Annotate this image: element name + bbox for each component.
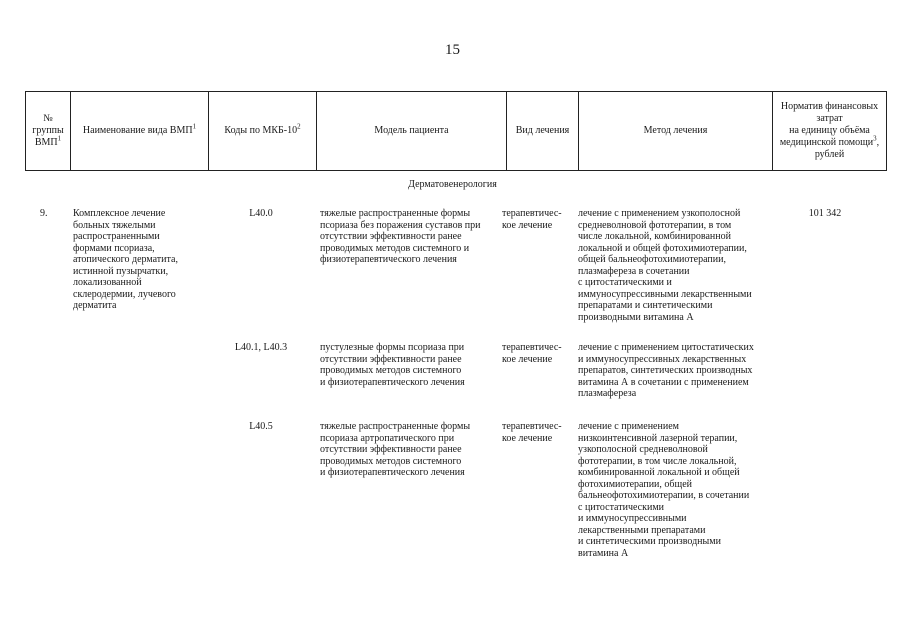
header-vmp-name-label: Наименование вида ВМП (82, 125, 193, 136)
header-icd-codes (209, 92, 317, 170)
header-treatment-type (507, 92, 579, 170)
footnote-mark: 1 (57, 134, 62, 143)
row-treatment-method: лечение с применением цитостатических и иммуносупрессивных лекарственных препаратов, синтетических производных витамина А в сочетании с применением плазмафереза (578, 342, 754, 399)
header-group-number-label: № группы ВМП (32, 113, 64, 148)
row-treatment-type: терапевтичес- кое лечение (502, 342, 562, 365)
footnote-mark: 1 (192, 122, 197, 131)
row-treatment-type: терапевтичес- кое лечение (502, 421, 562, 444)
page-number: 15 (445, 42, 460, 58)
row-patient-model: тяжелые распространенные формы псориаза без поражения суставов при отсутствии эффективности ранее проводимых методов системного и физиотерапевтического лечения (320, 208, 481, 265)
header-financial-norm (773, 92, 886, 170)
row-treatment-type: терапевтичес- кое лечение (502, 208, 562, 231)
group-financial-norm: 101 342 (808, 208, 842, 219)
header-icd-codes-label: Коды по МКБ-10 (224, 125, 298, 136)
row-patient-model: пустулезные формы псориаза при отсутствии эффективности ранее проводимых методов системного и физиотерапевтического лечения (320, 342, 465, 388)
table-header (25, 91, 887, 171)
footnote-mark: 2 (297, 122, 301, 131)
header-patient-model-label: Модель пациента (374, 125, 449, 136)
row-icd-code: L40.5 (249, 421, 273, 432)
group-number: 9. (40, 208, 48, 219)
footnote-mark: 3 (873, 134, 877, 143)
header-treatment-method (579, 92, 773, 170)
group-vmp-name: Комплексное лечение больных тяжелыми распространенными формами псориаза, атопического дерматита, истинной пузырчатки, локализованной склеродермии, лучевого дерматита (73, 208, 178, 311)
header-patient-model (317, 92, 507, 170)
header-treatment-type-label: Вид лечения (515, 125, 570, 136)
header-group-number (26, 92, 71, 170)
row-icd-code: L40.1, L40.3 (234, 342, 288, 353)
row-treatment-method: лечение с применением низкоинтенсивной лазерной терапии, узкополосной средневолновой фототерапии, в том числе локальной, комбинированной локальной и общей фотохимиотерапии, общей бальнеофотохимиотерапии, в сочетании с цитостатическими и иммуносупрессивными лекарственными препаратами и синтетическими производными витамина А (578, 421, 750, 559)
header-vmp-name (71, 92, 209, 170)
row-patient-model: тяжелые распространенные формы псориаза артропатического при отсутствии эффективности ранее проводимых методов системного и физиотерапевтического лечения (320, 421, 471, 478)
header-financial-norm-label: Норматив финансовых затрат на единицу объёма медицинской помощи (779, 101, 879, 148)
row-treatment-method: лечение с применением узкополосной средневолновой фототерапии, в том числе локальной, комбинированной локальной и общей фотохимиотерапии, общей бальнеофотохимиотерапии, плазмафереза в сочетании с цитостатическими и иммуносупрессивными лекарственными препаратами и синтетическими производными витамина А (578, 208, 752, 323)
header-financial-norm-suffix: , рублей (814, 137, 880, 160)
header-treatment-method-label: Метод лечения (643, 125, 708, 136)
row-icd-code: L40.0 (249, 208, 273, 219)
section-title: Дерматовенерология (408, 179, 497, 190)
